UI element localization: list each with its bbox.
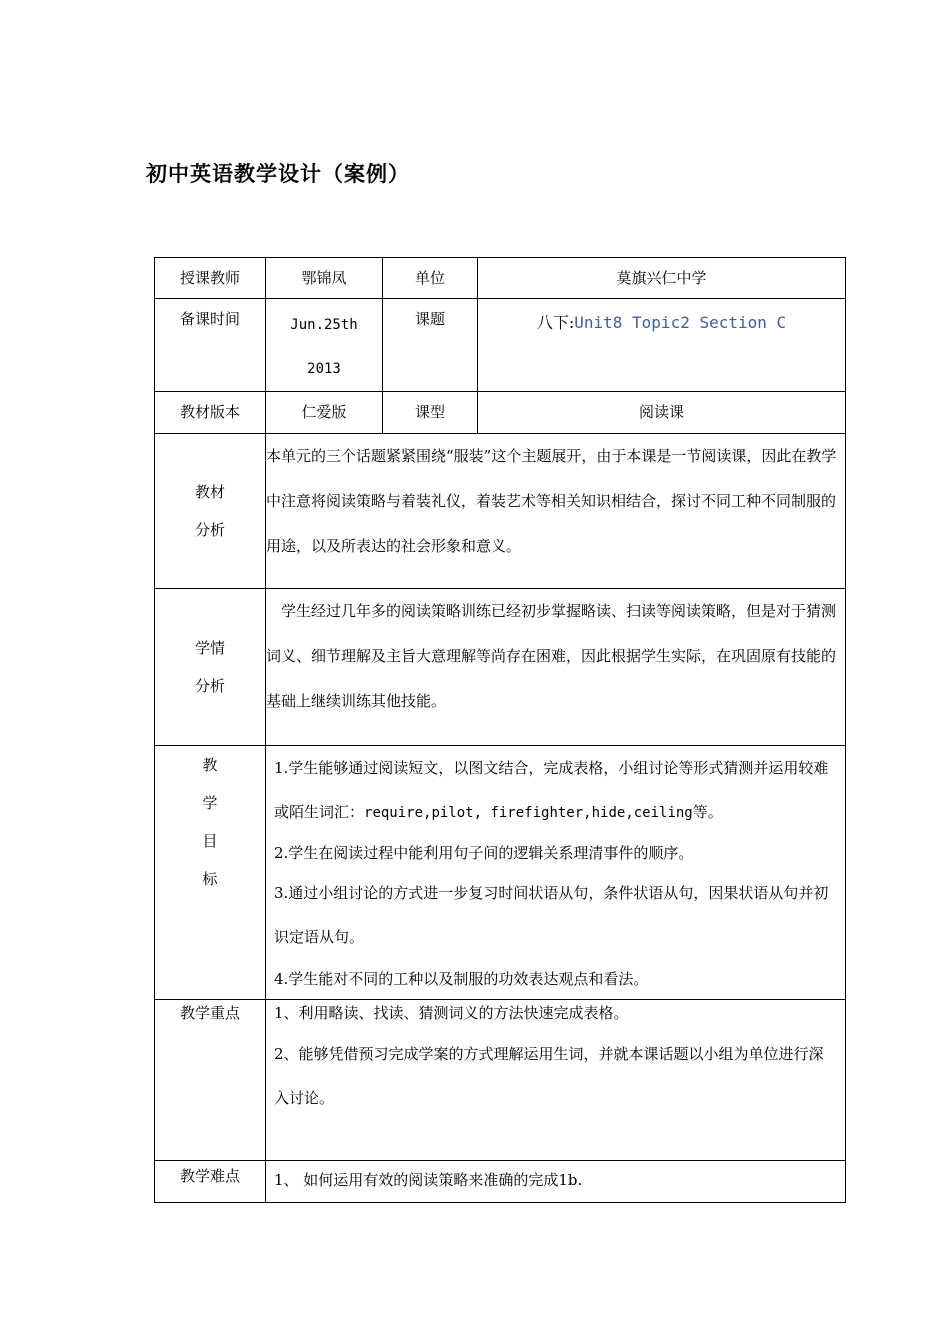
label-unit: 单位 (383, 258, 478, 299)
label-student-line2: 分析 (194, 677, 225, 695)
label-edition: 教材版本 (155, 392, 266, 434)
label-material-analysis (155, 434, 266, 589)
material-analysis-text: 本单元的三个话题紧紧围绕“服装”这个主题展开，由于本课是一节阅读课，因此在教学中注意将阅读策略与着装礼仪，着装艺术等相关知识相结合，探讨不同工种不同制服的用途，以及所表达的社会形象和意义。 (266, 434, 846, 589)
prep-time-year: 2013 (307, 361, 341, 377)
row-student-analysis (155, 589, 846, 746)
label-topic: 课题 (383, 299, 478, 392)
goal-1-words: require,pilot, firefighter,hide,ceiling (364, 805, 693, 821)
goal-1 (274, 746, 837, 835)
label-student-analysis (155, 589, 266, 746)
row-teacher (155, 258, 846, 299)
label-teacher: 授课教师 (155, 258, 266, 299)
label-material-line1: 教材 (194, 483, 225, 501)
label-key-points: 教学重点 (155, 1000, 266, 1161)
label-student-line1: 学情 (194, 639, 225, 657)
label-goals-char-3: 目 (202, 832, 218, 850)
goal-1-text: 1.学生能够通过阅读短文，以图文结合，完成表格，小组讨论等形式猜测并运用较难或陌生词汇： (274, 759, 829, 821)
row-difficult-points (155, 1161, 846, 1203)
topic-unit-link: Unit8 Topic2 Section C (574, 313, 787, 332)
label-difficult-points: 教学难点 (155, 1161, 266, 1203)
prep-time-value (266, 299, 383, 392)
label-prep-time: 备课时间 (155, 299, 266, 392)
goal-2: 2.学生在阅读过程中能利用句子间的逻辑关系理清事件的顺序。 (274, 844, 694, 862)
row-key-points (155, 1000, 846, 1161)
row-goals (155, 746, 846, 1000)
prep-time-date: Jun.25th (290, 317, 358, 333)
topic-value (478, 299, 846, 392)
difficult-point-1: 1、 如何运用有效的阅读策略来准确的完成1b. (266, 1161, 846, 1203)
key-point-2: 2、能够凭借预习完成学案的方式理解运用生词，并就本课话题以小组为单位进行深入讨论。 (274, 1045, 824, 1107)
key-point-1: 1、利用略读、找读、猜测词义的方法快速完成表格。 (274, 1004, 629, 1022)
row-time (155, 299, 846, 392)
page-title: 初中英语教学设计（案例） (146, 162, 410, 186)
lesson-plan-table (154, 257, 846, 1203)
lesson-type-value: 阅读课 (478, 392, 846, 434)
unit-value: 莫旗兴仁中学 (478, 258, 846, 299)
label-goals (155, 746, 266, 1000)
goals-text (266, 746, 846, 1000)
label-goals-char-4: 标 (202, 870, 218, 888)
teacher-value: 鄂锦凤 (266, 258, 383, 299)
label-lesson-type: 课型 (383, 392, 478, 434)
label-goals-char-1: 教 (202, 756, 218, 774)
goal-1-end: 等。 (692, 803, 723, 821)
row-material-analysis (155, 434, 846, 589)
topic-prefix: 八下: (536, 313, 575, 332)
label-material-line2: 分析 (194, 521, 225, 539)
key-points-text (266, 1000, 846, 1161)
edition-value: 仁爱版 (266, 392, 383, 434)
goal-4: 4.学生能对不同的工种以及制服的功效表达观点和看法。 (274, 970, 649, 988)
student-analysis-text: 学生经过几年多的阅读策略训练已经初步掌握略读、扫读等阅读策略，但是对于猜测词义、细节理解及主旨大意理解等尚存在困难，因此根据学生实际，在巩固原有技能的基础上继续训练其他技能。 (266, 589, 846, 746)
goal-3: 3.通过小组讨论的方式进一步复习时间状语从句，条件状语从句，因果状语从句并初识定语从句。 (274, 884, 829, 946)
label-goals-char-2: 学 (202, 794, 218, 812)
row-edition (155, 392, 846, 434)
